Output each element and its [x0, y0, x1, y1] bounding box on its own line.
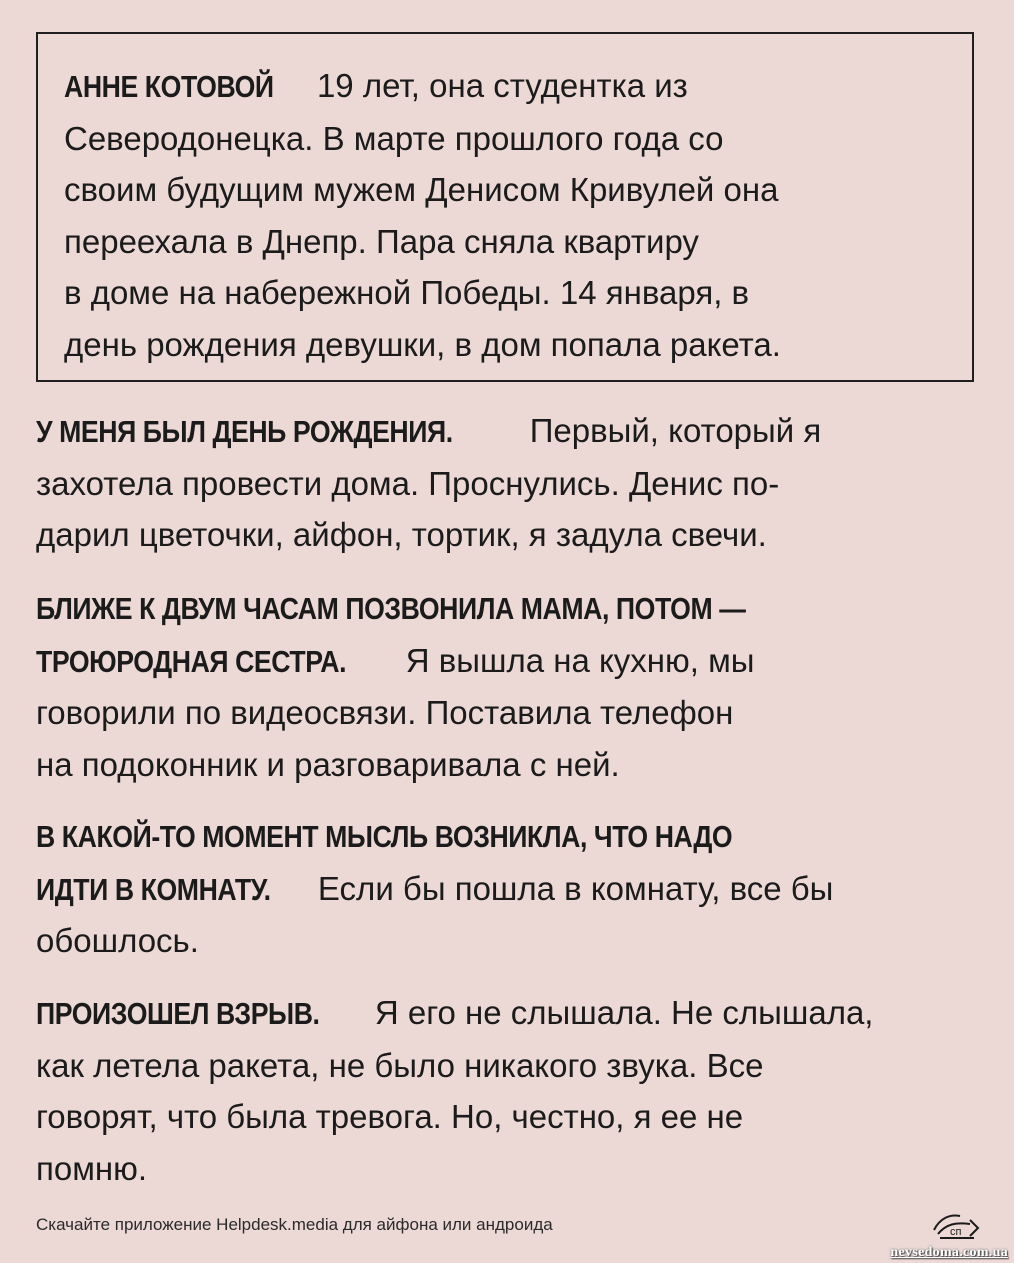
- intro-line: 19 лет, она студентка из: [307, 67, 688, 104]
- intro-line: день рождения девушки, в дом попала ракета.: [64, 325, 781, 363]
- section-paragraph: [36, 582, 986, 790]
- intro-line: в доме на набережной Победы. 14 января, в: [64, 274, 750, 311]
- logo-text: сп: [950, 1226, 962, 1238]
- section-lead: В КАКОЙ-ТО МОМЕНТ МЫСЛЬ ВОЗНИКЛА, ЧТО НАДО: [36, 819, 733, 854]
- section-lead: БЛИЖЕ К ДВУМ ЧАСАМ ПОЗВОНИЛА МАМА, ПОТОМ —: [36, 591, 746, 626]
- section-line: Я вышла на кухню, мы: [396, 641, 755, 679]
- section-birthday: [36, 405, 986, 561]
- footer-download-note: Скачайте приложение Helpdesk.media для айфона или андроида: [36, 1215, 553, 1234]
- intro-paragraph: [64, 60, 972, 370]
- section-lead: ПРОИЗОШЕЛ ВЗРЫВ.: [36, 996, 320, 1031]
- section-line: на подоконник и разговаривала с ней.: [36, 745, 620, 783]
- section-line: дарил цветочки, айфон, тортик, я задула свечи.: [36, 516, 767, 553]
- section-line: Если бы пошла в комнату, все бы: [308, 869, 834, 907]
- section-line: Я его не слышала. Не слышала,: [365, 994, 874, 1031]
- intro-box: [36, 32, 974, 382]
- helpdesk-logo-icon: [930, 1208, 982, 1244]
- section-explosion: [36, 987, 986, 1194]
- section-paragraph: [36, 987, 986, 1194]
- section-line: Первый, который я: [520, 412, 822, 449]
- section-call: [36, 582, 986, 790]
- section-line: как летела ракета, не было никакого звука. Все: [36, 1046, 764, 1084]
- section-line: помню.: [36, 1149, 148, 1187]
- section-line: говорят, что была тревога. Но, честно, я ее не: [36, 1098, 744, 1135]
- section-lead-continued: ТРОЮРОДНАЯ СЕСТРА.: [36, 643, 347, 679]
- section-paragraph: [36, 810, 986, 967]
- watermark-site[interactable]: nevsedoma.com.ua: [890, 1245, 1008, 1260]
- section-lead: У МЕНЯ БЫЛ ДЕНЬ РОЖДЕНИЯ.: [36, 414, 453, 449]
- intro-line: своим будущим мужем Денисом Кривулей она: [64, 171, 779, 208]
- intro-line: переехала в Днепр. Пара сняла квартиру: [64, 222, 699, 260]
- intro-line: Северодонецка. В марте прошлого года со: [64, 119, 724, 157]
- section-lead-continued: ИДТИ В КОМНАТУ.: [36, 871, 271, 907]
- section-line: захотела провести дома. Проснулись. Денис по-: [36, 464, 780, 502]
- section-line: обошлось.: [36, 922, 199, 959]
- intro-lead: АННЕ КОТОВОЙ: [64, 69, 274, 104]
- section-thought: [36, 810, 986, 967]
- section-paragraph: [36, 405, 986, 561]
- section-line: говорили по видеосвязи. Поставила телефон: [36, 694, 734, 731]
